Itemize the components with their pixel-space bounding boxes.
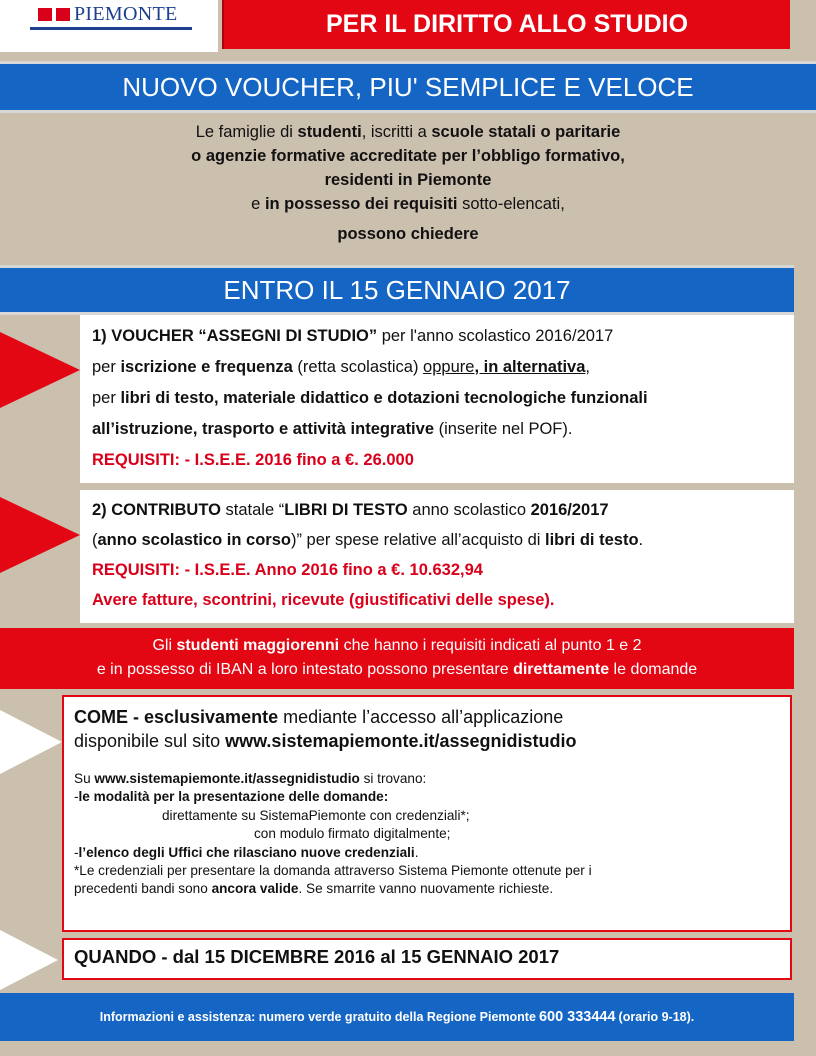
logo-square-icon xyxy=(56,8,70,21)
text: scuole statali o paritarie xyxy=(431,123,621,141)
arrow-right-icon xyxy=(0,497,80,573)
text: e xyxy=(251,195,265,213)
website-link-text: www.sistemapiemonte.it/assegnidistudio xyxy=(94,771,360,786)
text: iscrizione e frequenza xyxy=(120,358,293,376)
text: ancora valide xyxy=(211,881,299,897)
text: 2) CONTRIBUTO xyxy=(92,501,221,519)
text: per l'anno scolastico 2016/2017 xyxy=(377,327,614,345)
text: . xyxy=(638,531,644,549)
requirements: REQUISITI: - I.S.E.E. Anno 2016 fino a €. 10.632,94 xyxy=(92,561,483,579)
section-line: *Le credenziali per presentare la domanda attraverso Sistema Piemonte ottenute per i xyxy=(74,863,592,879)
text: che hanno i requisiti indicati al punto 1 e 2 xyxy=(339,637,642,654)
logo xyxy=(0,0,218,52)
section-line: direttamente su SistemaPiemonte con credenziali*; xyxy=(162,807,470,823)
text: sotto-elencati, xyxy=(457,195,565,213)
section-line xyxy=(74,770,790,788)
text: per xyxy=(92,358,121,376)
section-line xyxy=(92,525,794,555)
text: direttamente xyxy=(513,661,610,678)
deadline-banner: ENTRO IL 15 GENNAIO 2017 xyxy=(0,265,794,315)
text: libri di testo, materiale didattico e dotazioni tecnologiche funzionali xyxy=(120,389,648,407)
text: Su xyxy=(74,771,95,786)
text: studenti xyxy=(297,123,362,141)
intro-line: possono chiedere xyxy=(337,225,479,243)
section-line xyxy=(74,880,790,898)
text: , in alternativa xyxy=(474,358,586,376)
text: Gli xyxy=(152,637,177,654)
voucher-banner: NUOVO VOUCHER, PIU' SEMPLICE E VELOCE xyxy=(0,61,816,113)
banner-line xyxy=(0,634,794,658)
text: (orario 9-18). xyxy=(618,1010,695,1024)
section-line xyxy=(74,705,790,729)
text: precedenti bandi sono xyxy=(74,881,212,897)
spacer xyxy=(74,753,790,770)
text: )” per spese relative all’acquisto di xyxy=(290,531,546,549)
text: oppure xyxy=(423,358,475,376)
text: 2016/2017 xyxy=(530,501,609,519)
phone-number: 600 333444 xyxy=(538,1009,616,1025)
section-line xyxy=(92,495,794,525)
intro-line: o agenzie formative accreditate per l’obbligo formativo, xyxy=(191,147,625,165)
text: 1) VOUCHER “ASSEGNI DI STUDIO” xyxy=(92,327,378,345)
text: libri di testo xyxy=(545,531,639,549)
text: per xyxy=(92,389,121,407)
section-line xyxy=(92,383,794,414)
section-line xyxy=(92,352,794,383)
section-line xyxy=(92,321,794,352)
requirements: REQUISITI: - I.S.E.E. 2016 fino a €. 26.000 xyxy=(92,451,414,469)
text: anno scolastico xyxy=(407,501,531,519)
text: in possesso dei requisiti xyxy=(264,195,458,213)
text: - xyxy=(74,789,79,805)
arrow-right-icon xyxy=(0,710,62,774)
how-section xyxy=(62,695,792,932)
text: - xyxy=(74,844,79,860)
text: studenti maggiorenni xyxy=(176,637,340,654)
logo-text: PIEMONTE xyxy=(74,3,178,25)
text: , xyxy=(585,358,590,376)
banner-line xyxy=(0,658,794,682)
contribution-section xyxy=(80,490,794,623)
text: ( xyxy=(92,531,98,549)
text: mediante l’accesso all’applicazione xyxy=(278,707,564,727)
text: statale “ xyxy=(220,501,285,519)
text: (inserite nel POF). xyxy=(434,420,573,438)
voucher-section xyxy=(80,315,794,483)
text: COME - esclusivamente xyxy=(74,707,279,727)
requirements-note: Avere fatture, scontrini, ricevute (giustificativi delle spese). xyxy=(92,591,555,609)
text: le domande xyxy=(609,661,698,678)
intro-text xyxy=(0,120,816,246)
text: anno scolastico in corso xyxy=(97,531,291,549)
section-line xyxy=(74,844,790,862)
text: , iscritti a xyxy=(361,123,432,141)
section-line xyxy=(74,729,790,753)
arrow-right-icon xyxy=(0,930,58,990)
footer-info xyxy=(0,993,794,1041)
text: LIBRI DI TESTO xyxy=(284,501,408,519)
text: all’istruzione, trasporto e attività integrative xyxy=(92,420,434,438)
intro-line: residenti in Piemonte xyxy=(324,171,492,189)
text: (retta scolastica) xyxy=(292,358,424,376)
text: l’elenco degli Uffici che rilasciano nuove credenziali xyxy=(78,844,415,860)
intro-line xyxy=(0,192,816,216)
arrow-right-icon xyxy=(0,332,80,408)
text: e in possesso di IBAN a loro intestato possono presentare xyxy=(96,661,514,678)
text: . Se smarrite vanno nuovamente richieste. xyxy=(298,881,554,897)
text: . xyxy=(414,844,419,860)
logo-square-icon xyxy=(38,8,52,21)
page-title: PER IL DIRITTO ALLO STUDIO xyxy=(222,0,790,49)
text: le modalità per la presentazione delle domande: xyxy=(78,789,389,805)
logo-underline xyxy=(30,27,192,30)
section-line: con modulo firmato digitalmente; xyxy=(254,826,451,842)
adult-students-banner xyxy=(0,628,794,689)
intro-line xyxy=(0,120,816,144)
section-line xyxy=(74,788,790,806)
section-line xyxy=(92,414,794,445)
website-link-text: www.sistemapiemonte.it/assegnidistudio xyxy=(225,731,577,751)
when-section: QUANDO - dal 15 DICEMBRE 2016 al 15 GENNAIO 2017 xyxy=(62,938,792,980)
text: disponibile sul sito xyxy=(74,731,226,751)
text: Informazioni e assistenza: numero verde gratuito della Regione Piemonte xyxy=(99,1010,536,1024)
text: si trovano: xyxy=(359,771,427,786)
text: Le famiglie di xyxy=(195,123,298,141)
